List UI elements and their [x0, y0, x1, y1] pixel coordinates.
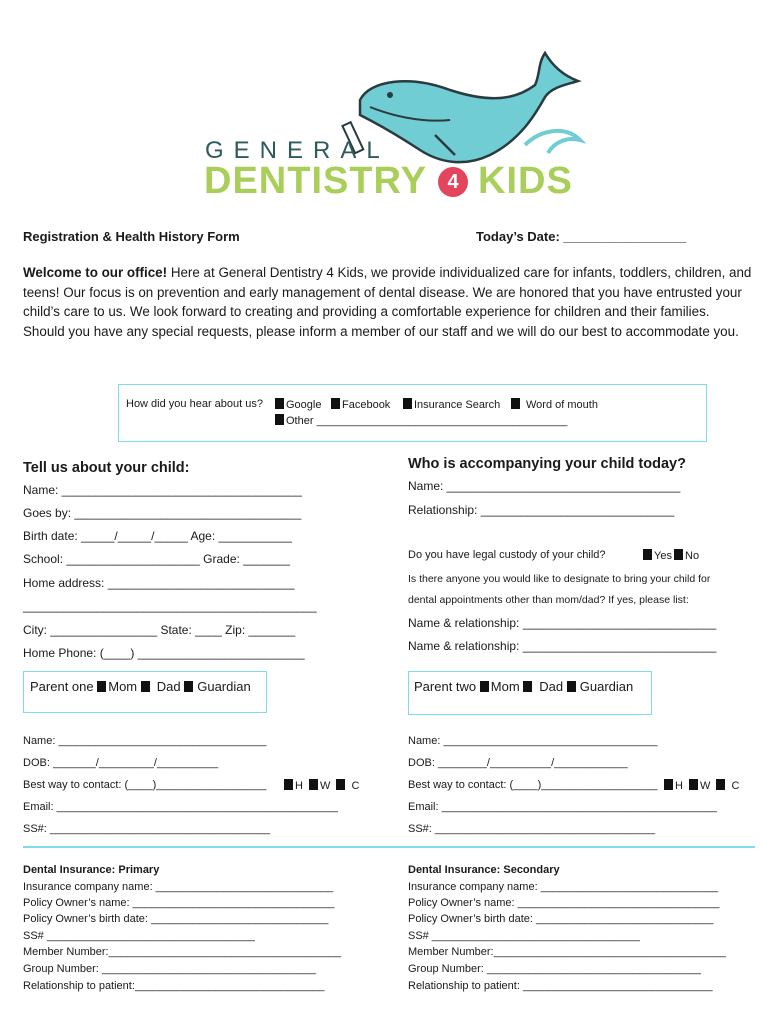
child-goes-by-field[interactable]: Goes by: __________________________________ [23, 506, 302, 520]
parent-two-name-field[interactable]: Name: ___________________________________ [408, 735, 658, 747]
parent-two-ss-field[interactable]: SS#: ____________________________________ [408, 823, 656, 835]
checkbox-icon[interactable] [309, 779, 318, 790]
checkbox-icon[interactable] [275, 398, 284, 409]
parent-two-selector: Parent two Mom Dad Guardian [414, 679, 634, 694]
insurance-secondary-heading: Dental Insurance: Secondary [408, 864, 560, 876]
checkbox-icon[interactable] [511, 398, 520, 409]
child-heading: Tell us about your child: [23, 460, 190, 476]
primary-member-number-field[interactable]: Member Number:______________________________________ [23, 946, 342, 958]
primary-insurance-company-field[interactable]: Insurance company name: _____________________________ [23, 881, 334, 893]
parent-one-dad[interactable]: Dad [141, 679, 181, 694]
form-title: Registration & Health History Form [23, 229, 240, 244]
secondary-owner-birth-field[interactable]: Policy Owner’s birth date: _____________________________ [408, 913, 714, 925]
parent-two-dob-field[interactable]: DOB: ________/__________/____________ [408, 757, 628, 769]
child-city-field[interactable]: City: ________________ State: ____ Zip: _______ [23, 623, 296, 637]
checkbox-icon[interactable] [331, 398, 340, 409]
logo-kids-text: KIDS [478, 160, 573, 202]
todays-date-field[interactable]: Today’s Date: _________________ [476, 229, 687, 244]
designee-1-field[interactable]: Name & relationship: _____________________________ [408, 616, 717, 630]
checkbox-icon[interactable] [336, 779, 345, 790]
checkbox-icon[interactable] [480, 681, 489, 692]
designee-2-field[interactable]: Name & relationship: _____________________________ [408, 639, 717, 653]
accompany-relationship-field[interactable]: Relationship: _____________________________ [408, 503, 675, 517]
parent-one-selector: Parent one Mom Dad Guardian [30, 679, 251, 694]
secondary-policy-owner-field[interactable]: Policy Owner’s name: _________________________________ [408, 897, 720, 909]
referral-facebook[interactable]: Facebook [331, 398, 390, 411]
primary-relationship-field[interactable]: Relationship to patient:_______________________________ [23, 980, 325, 992]
checkbox-icon[interactable] [403, 398, 412, 409]
secondary-member-number-field[interactable]: Member Number:______________________________________ [408, 946, 727, 958]
welcome-lead: Welcome to our office! [23, 265, 168, 280]
child-name-field[interactable]: Name: ____________________________________ [23, 483, 302, 497]
logo-four-badge: 4 [438, 167, 468, 197]
custody-question: Do you have legal custody of your child? [408, 549, 606, 561]
welcome-paragraph [23, 263, 753, 341]
accompany-heading: Who is accompanying your child today? [408, 456, 686, 472]
checkbox-icon[interactable] [716, 779, 725, 790]
primary-group-number-field[interactable]: Group Number: ___________________________________ [23, 963, 316, 975]
parent-one-name-field[interactable]: Name: __________________________________ [23, 735, 267, 747]
secondary-insurance-company-field[interactable]: Insurance company name: _____________________________ [408, 881, 719, 893]
parent-one-email-field[interactable]: Email: ______________________________________________ [23, 801, 339, 813]
logo-general-text: GENERAL [205, 137, 390, 164]
child-address-field[interactable]: Home address: ____________________________ [23, 576, 295, 590]
parent-one-ss-field[interactable]: SS#: ____________________________________ [23, 823, 271, 835]
checkbox-icon[interactable] [97, 681, 106, 692]
logo-dentistry-text: DENTISTRY [204, 160, 427, 202]
parent-one-hwc[interactable]: H W C [284, 779, 359, 792]
child-address-line2[interactable]: ____________________________________________ [23, 599, 317, 613]
checkbox-icon[interactable] [523, 681, 532, 692]
checkbox-icon[interactable] [643, 549, 652, 560]
custody-yes[interactable]: Yes [643, 549, 672, 562]
secondary-group-number-field[interactable]: Group Number: ___________________________________ [408, 963, 701, 975]
parent-one-mom[interactable]: Mom [97, 679, 137, 694]
referral-word-of-mouth[interactable]: Word of mouth [511, 398, 598, 411]
designate-text-2: dental appointments other than mom/dad? If yes, please list: [408, 594, 689, 606]
custody-no[interactable]: No [674, 549, 699, 562]
referral-question: How did you hear about us? [126, 398, 263, 410]
parent-two-hwc[interactable]: H W C [664, 779, 739, 792]
parent-two-guardian[interactable]: Guardian [567, 679, 633, 694]
child-phone-field[interactable]: Home Phone: (____) _________________________ [23, 646, 305, 660]
parent-two-contact-field[interactable]: Best way to contact: (____)___________________ [408, 779, 658, 791]
referral-box [118, 384, 707, 442]
child-birth-date-field[interactable]: Birth date: _____/_____/_____ Age: ___________ [23, 529, 292, 543]
child-school-field[interactable]: School: ____________________ Grade: _______ [23, 552, 290, 566]
primary-owner-birth-field[interactable]: Policy Owner’s birth date: _____________________________ [23, 913, 329, 925]
referral-insurance-search[interactable]: Insurance Search [403, 398, 500, 411]
accompany-name-field[interactable]: Name: ___________________________________ [408, 479, 681, 493]
primary-policy-owner-field[interactable]: Policy Owner’s name: _________________________________ [23, 897, 335, 909]
referral-google[interactable]: Google [275, 398, 321, 411]
parent-two-mom[interactable]: Mom [480, 679, 520, 694]
checkbox-icon[interactable] [689, 779, 698, 790]
primary-ss-field[interactable]: SS# __________________________________ [23, 930, 255, 942]
parent-one-guardian[interactable]: Guardian [184, 679, 250, 694]
designate-text-1: Is there anyone you would like to designate to bring your child for [408, 573, 711, 585]
checkbox-icon[interactable] [275, 414, 284, 425]
secondary-relationship-field[interactable]: Relationship to patient: _______________________________ [408, 980, 713, 992]
checkbox-icon[interactable] [284, 779, 293, 790]
referral-other[interactable]: Other _________________________________________ [275, 414, 567, 427]
checkbox-icon[interactable] [664, 779, 673, 790]
parent-one-contact-field[interactable]: Best way to contact: (____)__________________ [23, 779, 267, 791]
parent-two-dad[interactable]: Dad [523, 679, 563, 694]
checkbox-icon[interactable] [674, 549, 683, 560]
checkbox-icon[interactable] [567, 681, 576, 692]
secondary-ss-field[interactable]: SS# __________________________________ [408, 930, 640, 942]
parent-one-dob-field[interactable]: DOB: _______/_________/__________ [23, 757, 219, 769]
parent-two-email-field[interactable]: Email: _____________________________________________ [408, 801, 717, 813]
checkbox-icon[interactable] [184, 681, 193, 692]
checkbox-icon[interactable] [141, 681, 150, 692]
insurance-primary-heading: Dental Insurance: Primary [23, 864, 160, 876]
welcome-body: Here at General Dentistry 4 Kids, we provide individualized care for infants, toddlers, children, and teens! Our focus is on prevention and early management of dental disease. We are honored that you have entrusted your child’s care to us. We look forward to creating and providing a comfortable experience for children and their families. Should you have any special requests, please inform a member of our staff and we will do our best to accommodate you. [23, 265, 752, 339]
section-divider [23, 846, 755, 848]
